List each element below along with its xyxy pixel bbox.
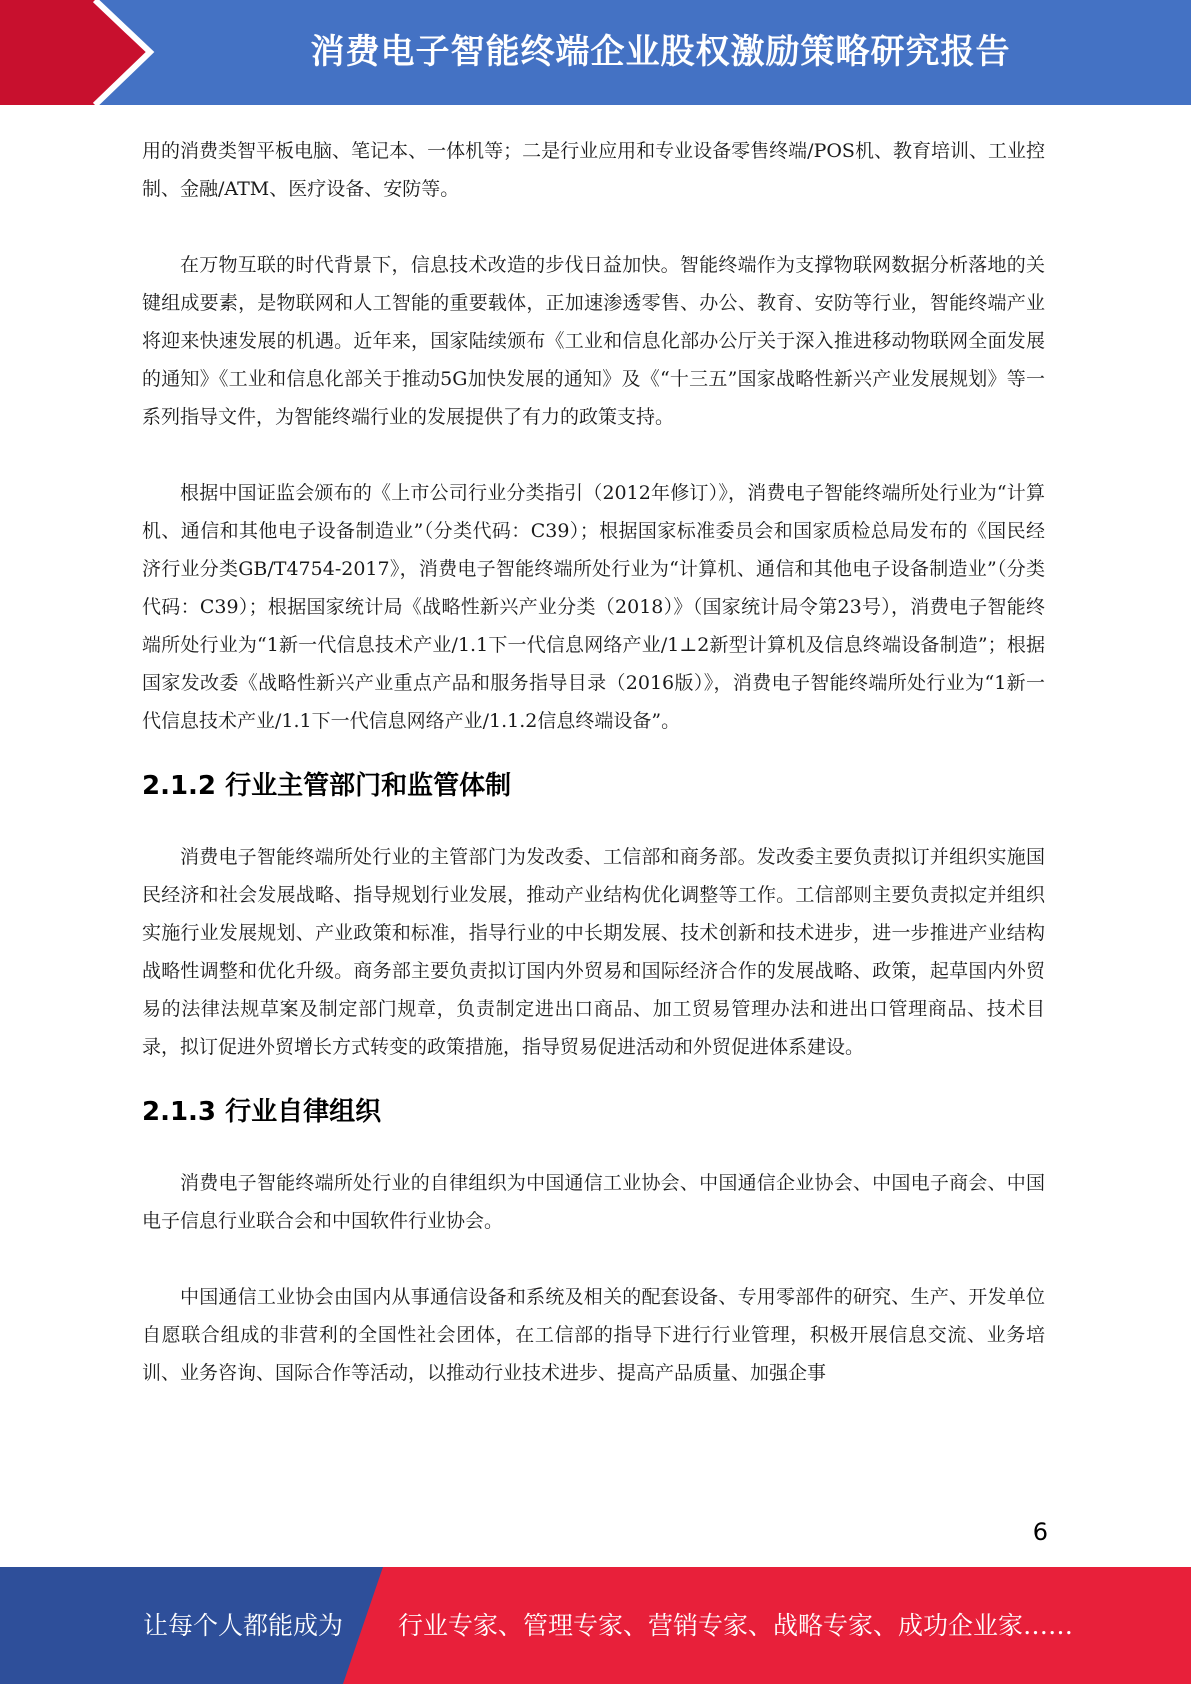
paragraph-regulators: 消费电子智能终端所处行业的主管部门为发改委、工信部和商务部。发改委主要负责拟订并组织实施国民经济和社会发展战略、指导规划行业发展，推动产业结构优化调整等工作。工信部则主要负责拟定并组织实施行业发展规划、产业政策和标准，指导行业的中长期发展、技术创新和技术进步，进一步推进产业结构战略性调整和优化升级。商务部主要负责拟订国内外贸易和国际经济合作的发展战略、政策，起草国内外贸易的法律法规草案及制定部门规章，负责制定进出口商品、加工贸易管理办法和进出口管理商品、技术目录，拟订促进外贸增长方式转变的政策措施，指导贸易促进活动和外贸促进体系建设。	[142, 846, 1045, 1058]
section-heading-regulators: 2.1.2 行业主管部门和监管体制	[142, 771, 512, 801]
paragraph-ccia: 中国通信工业协会由国内从事通信设备和系统及相关的配套设备、专用零部件的研究、生产、开发单位自愿联合组成的非营利的全国性社会团体，在工信部的指导下进行行业管理，积极开展信息交流、业务培训、业务咨询、国际合作等活动，以推动行业技术进步、提高产品质量、加强企事	[142, 1286, 1045, 1384]
document-body	[142, 132, 1045, 1392]
page-number: 6	[1032, 1518, 1048, 1546]
footer-slogan-left: 让每个人都能成为	[143, 1611, 344, 1640]
paragraph-industry-classification: 根据中国证监会颁布的《上市公司行业分类指引（2012年修订）》，消费电子智能终端所处行业为“计算机、通信和其他电子设备制造业”（分类代码：C39）；根据国家标准委员会和国家质检总局发布的《国民经济行业分类GB/T4754-2017》，消费电子智能终端所处行业为“计算机、通信和其他电子设备制造业”（分类代码：C39）；根据国家统计局《战略性新兴产业分类（2018）》（国家统计局令第23号），消费电子智能终端所处行业为“1新一代信息技术产业/1.1下一代信息网络产业/1⊥2新型计算机及信息终端设备制造”；根据国家发改委《战略性新兴产业重点产品和服务指导目录（2016版）》，消费电子智能终端所处行业为“1新一代信息技术产业/1.1下一代信息网络产业/1.1.2信息终端设备”。	[142, 482, 1045, 732]
footer-banner	[0, 1567, 1191, 1684]
paragraph-iot-background: 在万物互联的时代背景下，信息技术改造的步伐日益加快。智能终端作为支撑物联网数据分析落地的关键组成要素，是物联网和人工智能的重要载体，正加速渗透零售、办公、教育、安防等行业，智能终端产业将迎来快速发展的机遇。近年来，国家陆续颁布《工业和信息化部办公厅关于深入推进移动物联网全面发展的通知》《工业和信息化部关于推动5G加快发展的通知》及《“十三五”国家战略性新兴产业发展规划》等一系列指导文件，为智能终端行业的发展提供了有力的政策支持。	[142, 254, 1045, 428]
paragraph-device-types: 用的消费类智平板电脑、笔记本、一体机等；二是行业应用和专业设备零售终端/POS机、教育培训、工业控制、金融/ATM、医疗设备、安防等。	[142, 140, 1045, 200]
paragraph-self-regulation: 消费电子智能终端所处行业的自律组织为中国通信工业协会、中国通信企业协会、中国电子商会、中国电子信息行业联合会和中国软件行业协会。	[142, 1172, 1045, 1232]
report-title: 消费电子智能终端企业股权激励策略研究报告	[310, 32, 1011, 72]
section-heading-self-regulation: 2.1.3 行业自律组织	[142, 1097, 382, 1127]
header-banner	[0, 0, 1191, 110]
footer-slogan-right: 行业专家、管理专家、营销专家、战略专家、成功企业家……	[398, 1611, 1074, 1640]
